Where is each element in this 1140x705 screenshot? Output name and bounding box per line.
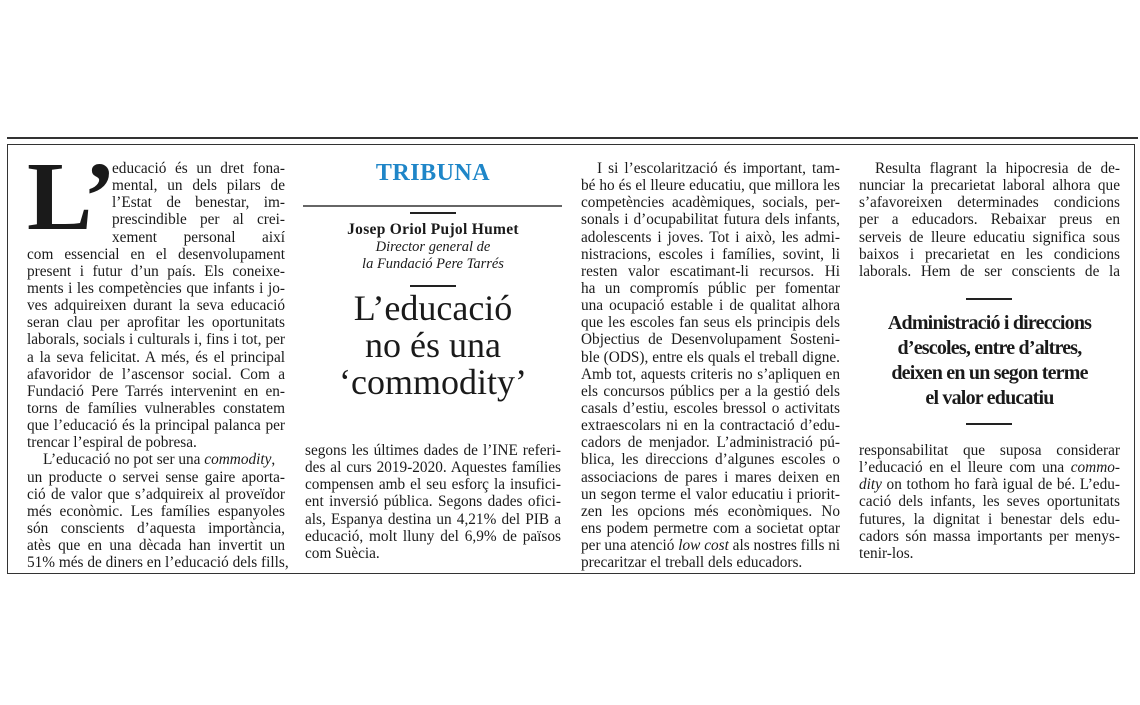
text-line: cadors són massa importants per menys- [859, 527, 1120, 545]
text-line: laborals. Hem de ser conscients de la [859, 262, 1120, 280]
text-line: bé ho és el lleure educatiu, que millora les [581, 177, 840, 195]
text-line: com Suècia. [305, 544, 380, 562]
text-span: als nostres fills ni [728, 537, 841, 555]
text-line: laborals, socials i culturals i, fins i tot, per [27, 331, 285, 349]
text-line: Fundació Pere Tarrés intervenint en en- [27, 382, 285, 400]
headline-line: ‘commodity’ [339, 362, 527, 402]
text-span: per una atenció [581, 537, 679, 555]
text-line: present i futur d’un país. Els coneixe- [27, 262, 285, 280]
text-line: educació és un dret fona- [112, 160, 285, 177]
text-line: l’Estat de benestar, im- [112, 194, 285, 212]
text-span: on tothom ho farà igual de bé. L’edu- [881, 476, 1120, 494]
text-line: afavoridor de l’ascensor social. Com a [27, 365, 285, 383]
text-line: ments i les competències que infants i jo- [27, 279, 285, 297]
headline-line: no és una [365, 325, 501, 365]
text-line: ens podem permetre com a societat optar [581, 519, 840, 537]
text-line: nistracions, escoles i famílies, sovint, li [581, 245, 840, 263]
text-line: casals d’estiu, escoles bressol o activitats [581, 399, 840, 417]
text-line: 51% més de diners en l’educació dels fills, [27, 554, 289, 572]
text-line: sonals i d’ocupabilitat futura dels infants, [581, 211, 840, 229]
text-line: atès que en una dècada han invertit un [27, 537, 285, 555]
top-rule [7, 137, 1138, 139]
text-line: Resulta flagrant la hipocresia de de- [875, 160, 1120, 177]
pull-quote-line: Administració i direccions [887, 312, 1092, 334]
text-line: ció de valor que s’adquireix al proveïdor [27, 485, 285, 503]
text-line: cació dels infants, les seves oportunitats [859, 493, 1120, 511]
text-line: adolescents i joves. Tot i això, les admi- [581, 228, 840, 246]
column-2 [305, 442, 561, 562]
text-line: prescindible per al crei- [112, 211, 285, 229]
text-line: precaritzar el treball dels educadors. [581, 554, 803, 572]
text-line: resten valor escatimant-li recursos. Hi [581, 262, 840, 280]
italic-term: commodity [204, 451, 272, 469]
text-line: torns de famílies vulnerables constatem [27, 399, 285, 417]
text-span: , [271, 451, 276, 469]
short-rule [966, 298, 1012, 300]
text-line: un segon terme el valor educatiu i priorit- [581, 485, 840, 503]
text-line: I si l’escolarització és important, tam- [597, 160, 840, 177]
text-span: l’educació en el lleure com una [859, 459, 1071, 477]
text-line: que les escoles fan seus els principis dels [581, 314, 840, 332]
text-line: com essencial en el desenvolupament [27, 245, 285, 263]
author-role: la Fundació Pere Tarrés [362, 256, 504, 272]
text-line: que l’educació és la principal palanca per [27, 417, 285, 435]
text-line: ent inversió pública. Segons dades ofici- [305, 493, 561, 511]
text-line [859, 459, 1120, 476]
text-line: als, Espanya destina un 4,21% del PIB a [305, 510, 561, 528]
column-4-bottom [859, 442, 1120, 562]
italic-term: commo- [1070, 459, 1120, 477]
author-name: Josep Oriol Pujol Humet [347, 221, 519, 238]
text-line: educació, molt lluny del 6,9% de països [305, 527, 561, 545]
column-4-top [859, 160, 1120, 280]
pull-quote-line: el valor educatiu [925, 387, 1054, 409]
text-line: mental, un dels pilars de [112, 177, 285, 195]
text-line: competències acadèmiques, socials, per- [581, 194, 840, 212]
column-3 [581, 160, 840, 571]
text-line: tenir-los. [859, 544, 914, 562]
text-line [581, 537, 840, 554]
text-line: Amb tot, aquests criteris no s’apliquen en [581, 365, 840, 383]
text-line: serveis de lleure educatiu significa sous [859, 228, 1120, 246]
text-line: futures, la dignitat i benestar dels edu- [859, 510, 1120, 528]
italic-term: dity [859, 476, 882, 494]
text-line: baixos i precarietat en les condicions [859, 245, 1120, 263]
text-line: nunciar la precarietat laboral alhora que [859, 177, 1120, 195]
text-line: compensen amb el seu esforç la insufici- [305, 476, 561, 494]
section-label: TRIBUNA [375, 160, 491, 186]
text-line: a la seva felicitat. A més, és el principal [27, 348, 285, 366]
text-line: xement personal així [112, 228, 285, 246]
short-rule [410, 212, 456, 214]
section-rule [303, 205, 562, 207]
drop-cap: L’ [27, 143, 117, 251]
text-line: responsabilitat que suposa considerar [859, 442, 1120, 459]
text-line: un producte o servei sense gaire aporta- [27, 468, 285, 486]
text-line: ble (ODS), entre els quals el treball digne. [581, 348, 840, 366]
short-rule [410, 285, 456, 287]
text-line: des al curs 2019-2020. Aquestes famílies [305, 459, 561, 477]
text-line [27, 451, 285, 468]
text-line: blica, les direccions d’algunes escoles o [581, 451, 840, 469]
text-line: són conscients d’aquesta importància, [27, 519, 285, 537]
text-line: per a educadors. Rebaixar preus en [859, 211, 1120, 229]
column-1 [27, 160, 289, 572]
headline-line: L’educació [353, 288, 513, 328]
text-line: extraescolars ni en la contractació d’edu- [581, 417, 840, 435]
short-rule [966, 423, 1012, 425]
text-line: seran clau per aprofitar les oportunitats [27, 314, 285, 332]
text-line: els concursos públics per a la gestió dels [581, 382, 840, 400]
italic-term: low cost [678, 537, 729, 555]
text-line: Objectius de Desenvolupament Sosteni- [581, 331, 840, 349]
text-line: zen les opcions més econòmiques. No [581, 502, 840, 520]
text-line: associacions de pares i mares deixen en [581, 468, 840, 486]
headline [305, 290, 561, 401]
text-line: ha un compromís públic per fomentar [581, 279, 840, 297]
pull-quote-line: deixen en un segon terme [891, 362, 1088, 384]
text-line: segons les últimes dades de l’INE referi- [305, 442, 561, 459]
text-line: s’afavoreixen determinades condicions [859, 194, 1120, 212]
text-span: L’educació no pot ser una [43, 451, 205, 469]
text-line: més econòmic. Les famílies espanyoles [27, 502, 285, 520]
author-role: Director general de [375, 239, 491, 255]
pull-quote [859, 311, 1120, 411]
text-line: cadors de menjador. L’administració pú- [581, 434, 840, 452]
text-line: ves adquireixen durant la seva educació [27, 297, 285, 315]
text-line [859, 476, 1120, 493]
text-line: trencar l’espiral de pobresa. [27, 434, 197, 452]
pull-quote-line: d’escoles, entre d’altres, [897, 337, 1082, 359]
text-line: una ocupació estable i de qualitat alhora [581, 297, 840, 315]
